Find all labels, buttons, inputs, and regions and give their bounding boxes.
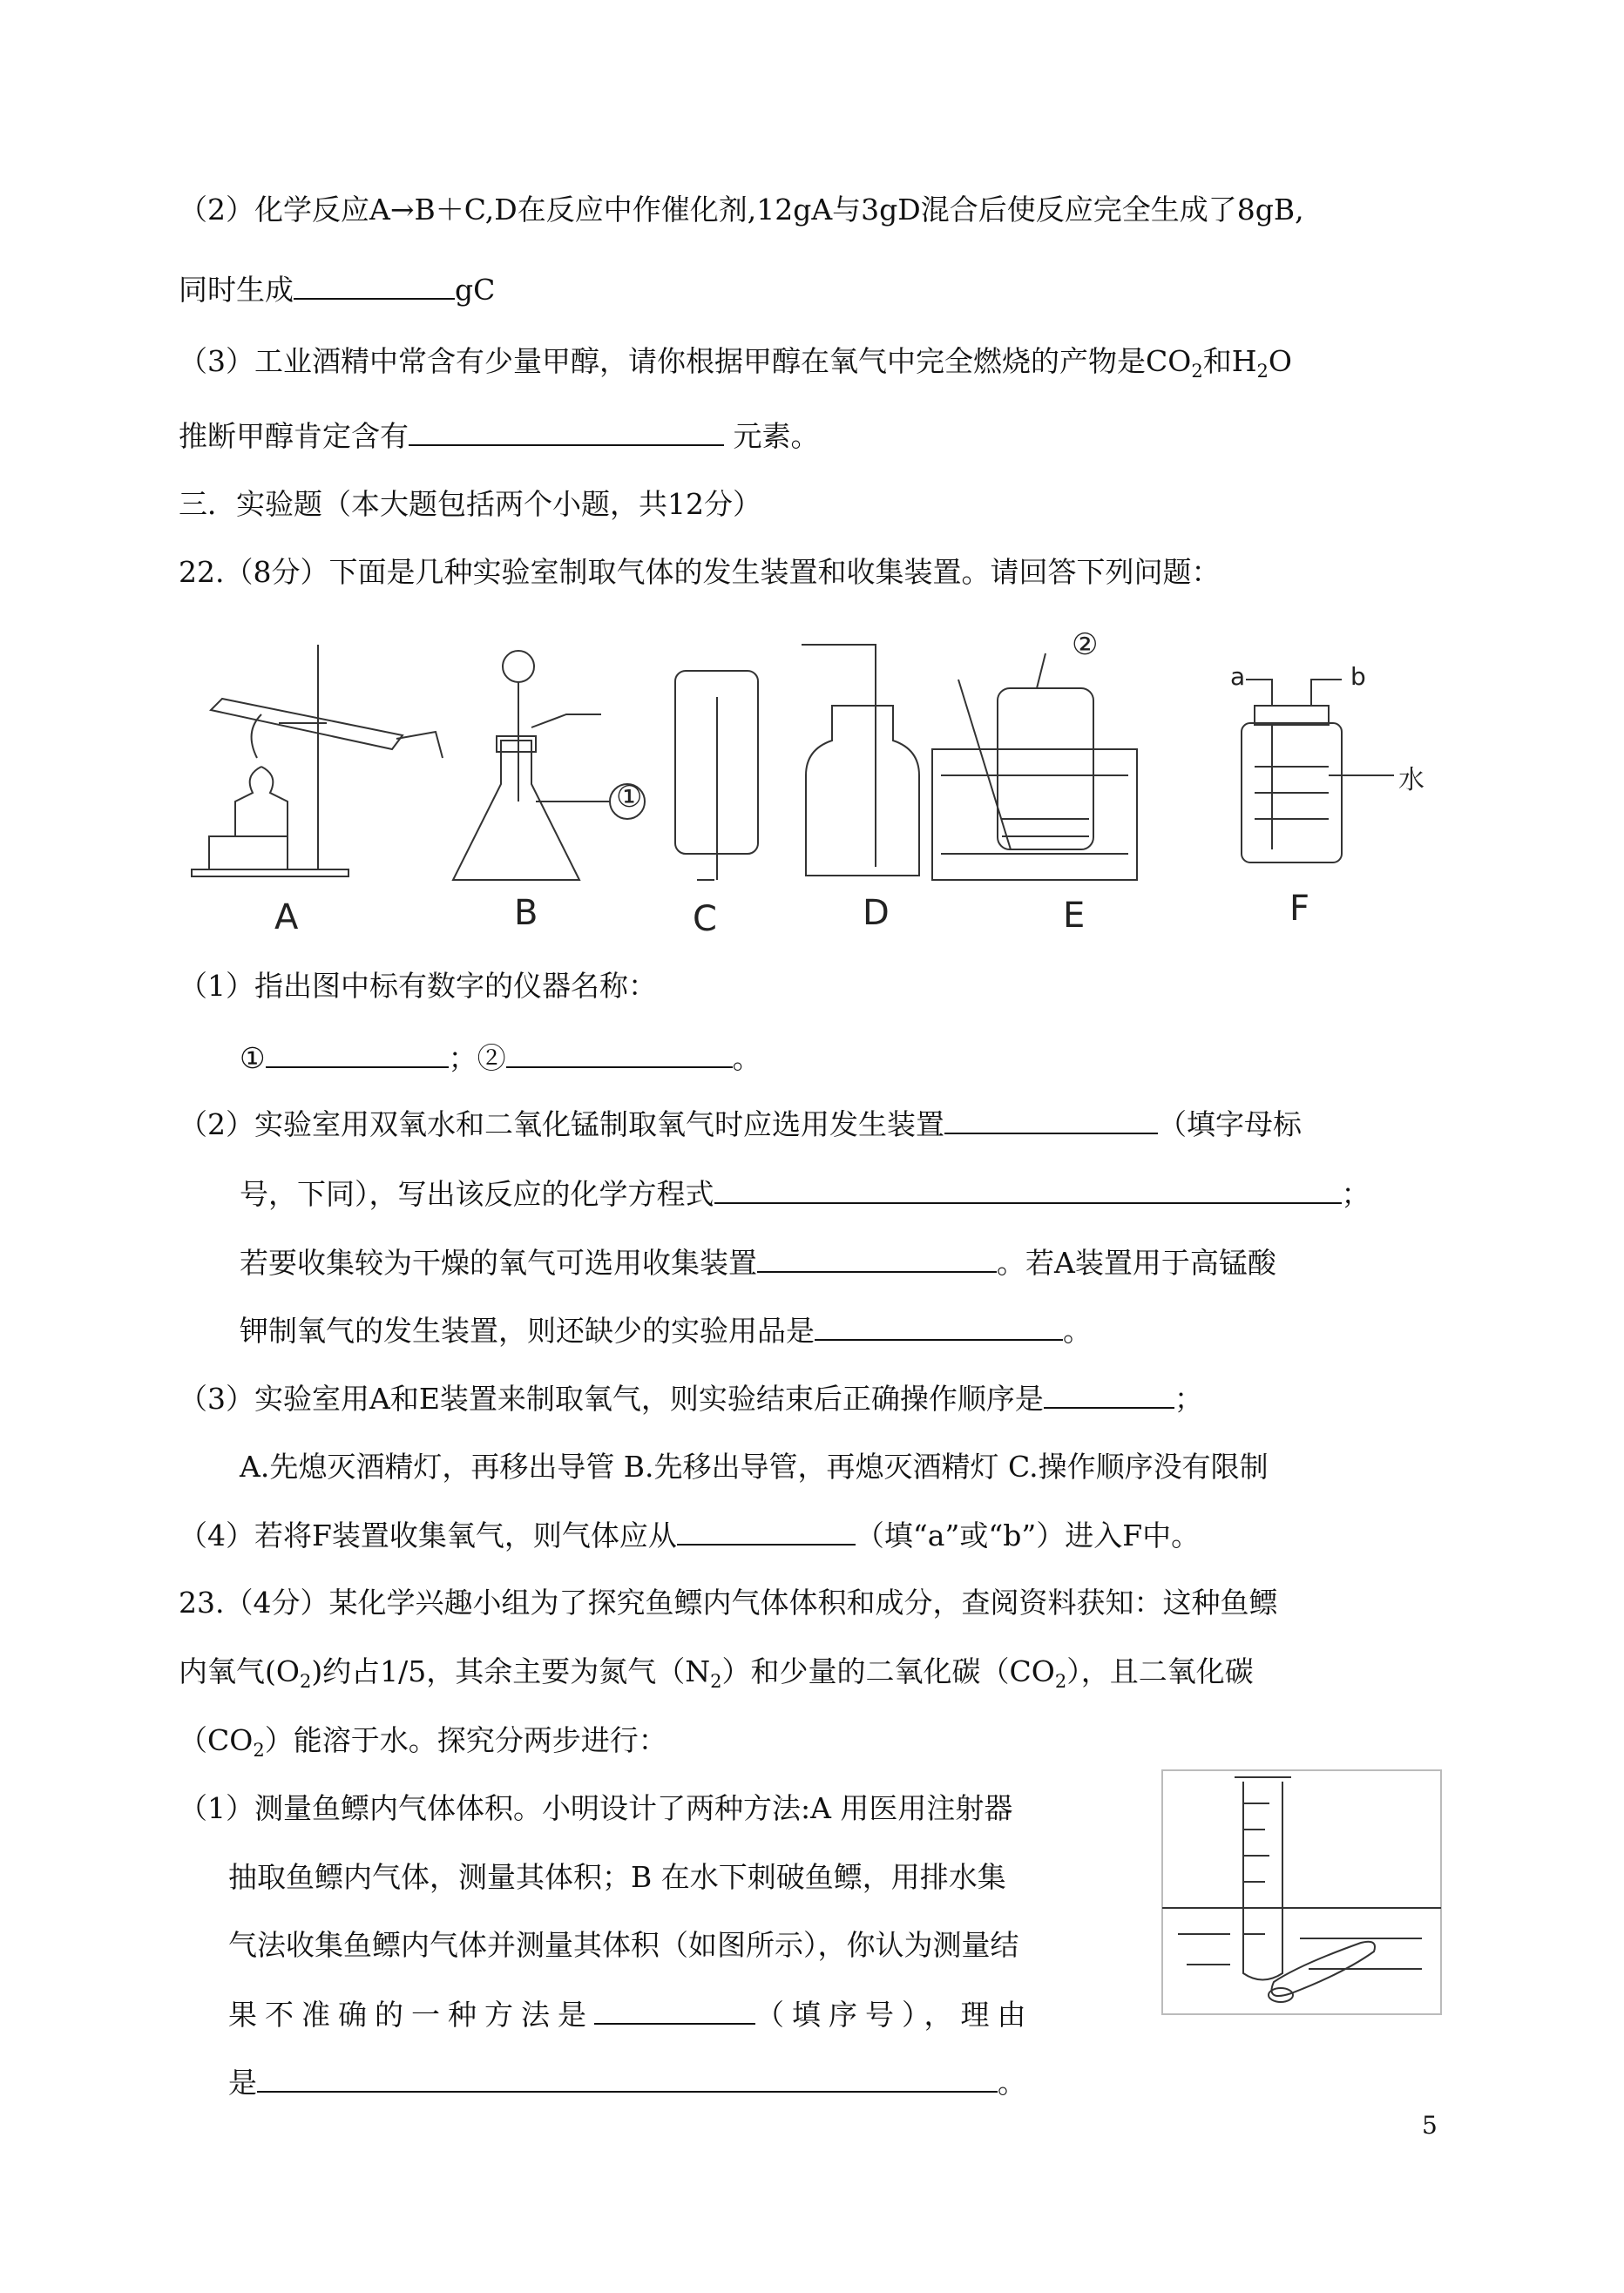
figure-port-a: a [1230,662,1246,691]
q22-sub3-options: A.先熄灭酒精灯，再移出导管 B.先移出导管，再熄灭酒精灯 C.操作顺序没有限制 [240,1450,1269,1484]
q23-sub1-line4: 果不准确的一种方法是 （填序号），理由 [228,1995,1034,2034]
q22-sub2-line3: 若要收集较为干燥的氧气可选用收集装置 。若A装置用于高锰酸 [240,1243,1276,1282]
q22-sub1-line1: （1）指出图中标有数字的仪器名称： [179,969,657,1003]
q23-sub1-line1: （1）测量鱼鳔内气体体积。小明设计了两种方法:A 用医用注射器 [179,1791,1013,1825]
q22-sub2-line2: 号，下同），写出该反应的化学方程式 ； [240,1174,1370,1214]
q23-line3: $(CO_2)$能溶于水。探究分两步进行： [179,1723,667,1761]
q21-part2-line1: （2）化学反应A→B＋C,D在反应中作催化剂,12gA与3gD混合后使反应完全生成了8gB, [179,193,1304,227]
apparatus-b [453,651,645,880]
q21-part2-blank[interactable] [294,270,455,300]
q22-sub2-blank2[interactable] [714,1174,1342,1204]
section3-title: 三．实验题（本大题包括两个小题，共12分） [179,487,761,521]
q21-part2-line2: 同时生成 gC [179,270,495,309]
q22-sub4-blank[interactable] [677,1516,856,1546]
figure-water-label: 水 [1398,765,1424,795]
figure-label-f: F [1289,889,1310,929]
q22-sub2-blank4[interactable] [815,1311,1063,1341]
q23-sub1-blank1[interactable] [594,1995,755,2025]
figure-label-b: B [514,893,538,933]
cylinder-drawing [1160,1769,1444,2017]
q21-part3-line1: （3）工业酒精中常含有少量甲醇，请你根据甲醇在氧气中完全燃烧的产物是$CO_2$和$H_2O$ [179,344,1292,382]
q23-line1: 23.（4分）某化学兴趣小组为了探究鱼鳔内气体体积和成分，查阅资料获知：这种鱼鳔 [179,1586,1278,1620]
apparatus-drawing [174,627,1446,889]
q22-intro: 22.（8分）下面是几种实验室制取气体的发生装置和收集装置。请回答下列问题： [179,555,1221,589]
figure-marker-1: ① [616,780,643,815]
q23-sub1-line2: 抽取鱼鳔内气体，测量其体积；B 在水下刺破鱼鳔，用排水集 [228,1860,1006,1894]
q23-line2: 内氧气$(O_2)$约占1/5，其余主要为氮气$(N_2)$和少量的二氧化碳$(CO_2)$，且二氧化碳 [179,1654,1254,1692]
figure-marker-2: ② [1072,627,1099,662]
q22-sub2-blank1[interactable] [944,1105,1158,1134]
q22-sub1-blank1[interactable] [266,1038,449,1068]
figure-label-d: D [863,893,890,933]
q22-sub2-line4: 钾制氧气的发生装置，则还缺少的实验用品是 。 [240,1311,1092,1350]
q22-sub3-line1: （3）实验室用A和E装置来制取氧气，则实验结束后正确操作顺序是 ； [179,1379,1203,1418]
q22-sub3-blank[interactable] [1044,1379,1174,1409]
figure-label-c: C [693,899,717,939]
apparatus-e [932,653,1137,880]
q22-apparatus-figure [174,627,1446,958]
apparatus-a [192,645,443,876]
apparatus-c [675,671,758,880]
q23-sub1-blank2[interactable] [257,2063,998,2093]
figure-label-e: E [1063,896,1086,936]
figure-label-a: A [274,897,299,937]
q21-part3-line2: 推断甲醇肯定含有 元素。 [179,416,820,456]
q23-sub1-line3: 气法收集鱼鳔内气体并测量其体积（如图所示），你认为测量结 [228,1928,1019,1962]
q23-sub1-line5: 是 。 [228,2063,1026,2102]
q22-sub4: （4）若将F装置收集氧气，则气体应从 （填“a”或“b”）进入F中。 [179,1516,1200,1555]
page-number: 5 [1422,2111,1438,2140]
q23-cylinder-figure [1160,1769,1444,2017]
q22-sub1-blank2[interactable] [506,1038,733,1068]
q22-sub1-line2: ① ；② 。 [240,1038,761,1078]
q21-part3-blank[interactable] [409,416,724,446]
apparatus-d [802,645,919,876]
figure-port-b: b [1350,662,1366,691]
apparatus-f [1242,680,1394,862]
q22-sub2-line1: （2）实验室用双氧水和二氧化锰制取氧气时应选用发生装置 （填字母标 [179,1105,1302,1144]
q22-sub2-blank3[interactable] [757,1243,997,1273]
